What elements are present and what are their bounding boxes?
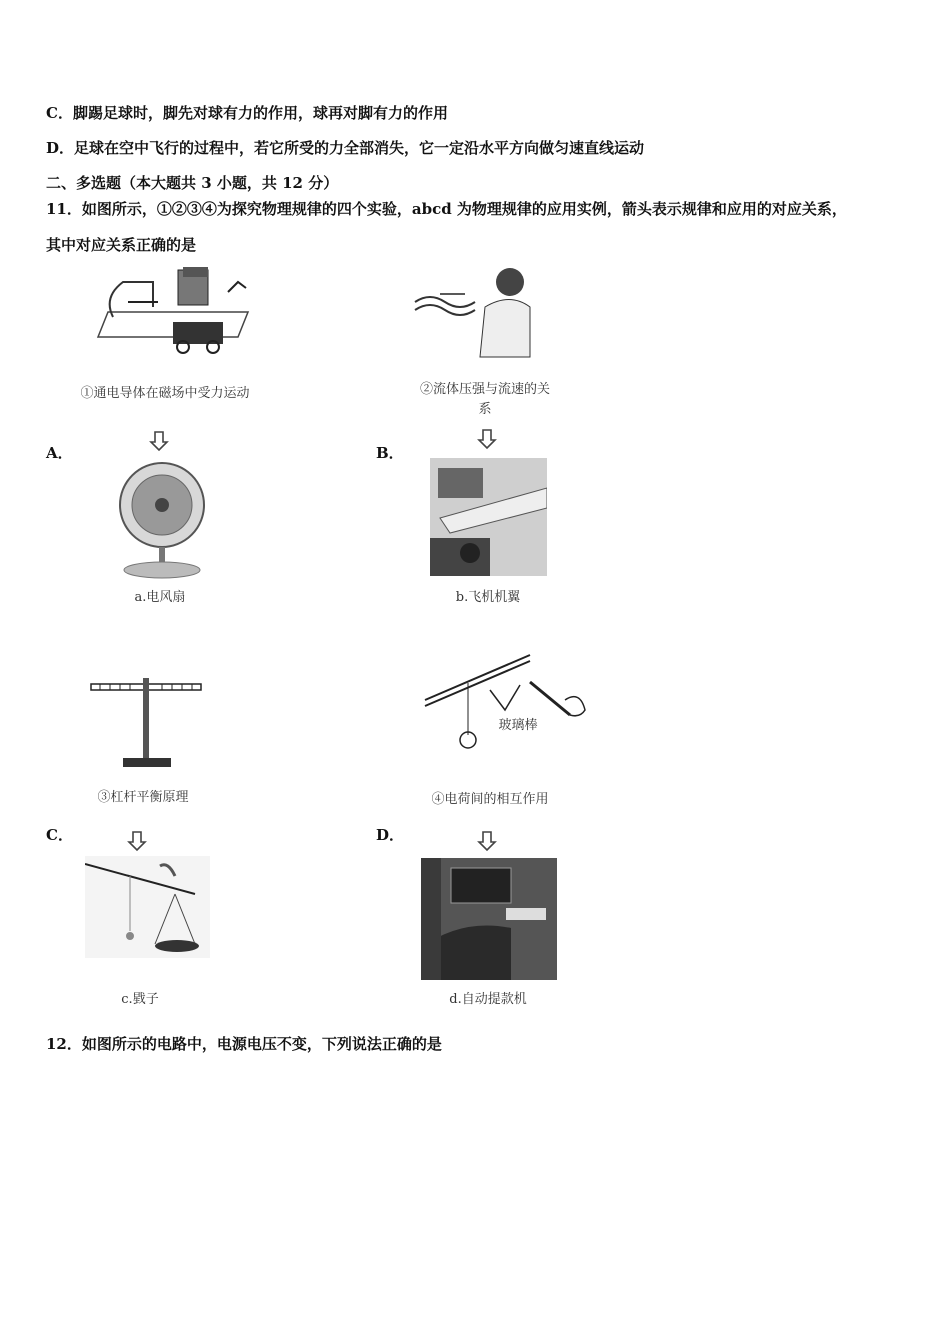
question-12-stem: 12．如图所示的电路中，电源电压不变，下列说法正确的是 bbox=[46, 1035, 442, 1053]
experiment-2-caption: ②流体压强与流速的关系 bbox=[420, 382, 551, 417]
question-11-stem: 11．如图所示，①②③④为探究物理规律的四个实验，abcd 为物理规律的应用实例，箭头表示规律和应用的对应关系， bbox=[46, 200, 847, 218]
question-11-stem-continued: 其中对应关系正确的是 bbox=[46, 236, 197, 254]
airplane-wing-image bbox=[430, 458, 547, 576]
down-arrow-icon bbox=[476, 428, 498, 450]
atm-image bbox=[421, 858, 557, 980]
option-c-text: C．脚踢足球时，脚先对球有力的作用，球再对脚有力的作用 bbox=[46, 104, 448, 122]
experiment-1-figure bbox=[88, 262, 253, 362]
option-d-text: D．足球在空中飞行的过程中，若它所受的力全部消失，它一定沿水平方向做匀速直线运动 bbox=[46, 139, 645, 157]
application-c-caption: c.戥子 bbox=[121, 992, 159, 1007]
glass-rod-label: 玻璃棒 bbox=[498, 718, 538, 733]
electric-fan-image bbox=[115, 458, 210, 580]
section-heading: 二、多选题（本大题共 3 小题，共 12 分） bbox=[46, 174, 339, 192]
option-a-label: A． bbox=[46, 444, 73, 462]
option-c-label: C． bbox=[46, 826, 73, 844]
down-arrow-icon bbox=[126, 830, 148, 852]
experiment-4-figure bbox=[420, 650, 590, 755]
experiment-2-figure bbox=[410, 262, 540, 362]
application-a-caption: a.电风扇 bbox=[134, 590, 186, 605]
experiment-4-caption: ④电荷间的相互作用 bbox=[431, 792, 549, 807]
application-d-caption: d.自动提款机 bbox=[449, 992, 527, 1007]
experiment-1-caption: ①通电导体在磁场中受力运动 bbox=[80, 386, 250, 401]
down-arrow-icon bbox=[148, 430, 170, 452]
option-b-label: B． bbox=[376, 444, 404, 462]
experiment-3-figure bbox=[88, 676, 206, 776]
option-d-label: D． bbox=[376, 826, 405, 844]
application-b-caption: b.飞机机翼 bbox=[455, 590, 521, 605]
steelyard-image bbox=[85, 856, 210, 958]
experiment-3-caption: ③杠杆平衡原理 bbox=[97, 790, 189, 805]
down-arrow-icon bbox=[476, 830, 498, 852]
